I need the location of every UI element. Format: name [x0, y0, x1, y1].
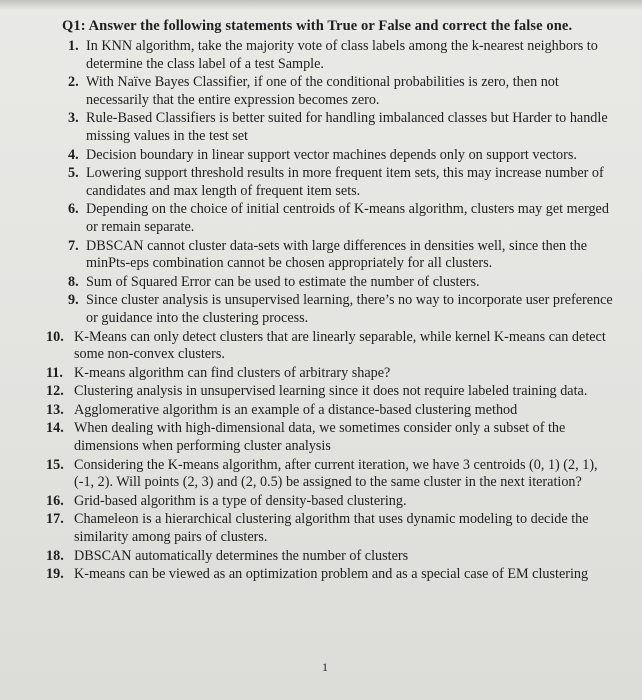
item-number: 14.	[46, 420, 64, 437]
question-title: Q1: Answer the following statements with True or False and correct the false one.	[62, 18, 573, 34]
item-text: Depending on the choice of initial centroids of K-means algorithm, clusters may get merged or remain separate.	[86, 201, 609, 235]
item-text: Since cluster analysis is unsupervised learning, there’s no way to incorporate user preference or guidance into the clustering process.	[86, 292, 613, 326]
item-text: In KNN algorithm, take the majority vote of class labels among the k-nearest neighbors to determine the class label of a test Sample.	[86, 38, 598, 72]
item-number: 19.	[46, 566, 64, 583]
item-number: 9.	[68, 292, 79, 309]
item-number: 16.	[46, 492, 64, 509]
item-text: DBSCAN cannot cluster data-sets with large differences in densities well, since then the minPts-eps combination cannot be chosen appropriately for all clusters.	[86, 237, 588, 272]
item-number: 7.	[68, 237, 79, 254]
item-text: Clustering analysis in unsupervised learning since it does not require labeled training data.	[74, 383, 588, 400]
item-text: Considering the K-means algorithm, after current iteration, we have 3 centroids (0, 1) (2, 1), (-1, 2). Will points (2, 3) and (2, 0.5) be assigned to the same cluster in the next iteration?	[74, 456, 598, 491]
item-text: DBSCAN automatically determines the number of clusters	[74, 547, 409, 564]
list-item	[46, 110, 616, 145]
item-number: 10.	[46, 328, 64, 345]
item-number: 5.	[68, 165, 79, 182]
list-item	[46, 238, 616, 273]
list-item	[46, 38, 616, 73]
page-edge-shadow	[0, 0, 642, 10]
item-text: Lowering support threshold results in more frequent item sets, this may increase number of candidates and max length of frequent item sets.	[86, 165, 604, 199]
list-item	[46, 420, 616, 455]
item-text: Grid-based algorithm is a type of density-based clustering.	[74, 492, 407, 509]
item-text: Chameleon is a hierarchical clustering algorithm that uses dynamic modeling to decide the similarity among pairs of clusters.	[74, 511, 589, 546]
list-item	[46, 292, 616, 327]
list-item	[46, 566, 616, 584]
list-item	[46, 201, 616, 236]
list-item	[46, 165, 616, 200]
item-text: K-means algorithm can find clusters of arbitrary shape?	[74, 364, 391, 381]
item-number: 6.	[68, 201, 79, 218]
list-item	[46, 74, 616, 109]
item-number: 15.	[46, 456, 64, 473]
item-number: 3.	[68, 110, 79, 127]
item-text: Sum of Squared Error can be used to estimate the number of clusters.	[86, 273, 480, 290]
item-text: Decision boundary in linear support vector machines depends only on support vectors.	[86, 146, 577, 163]
statement-list	[46, 38, 616, 585]
item-text: Rule-Based Classifiers is better suited for handling imbalanced classes but Harder to handle missing values in the test set	[86, 110, 608, 144]
item-number: 1.	[68, 38, 79, 54]
item-text: With Naïve Bayes Classifier, if one of the conditional probabilities is zero, then not necessarily that the entire expression becomes zero.	[86, 74, 559, 108]
list-item	[46, 548, 616, 566]
list-item	[46, 365, 616, 383]
list-item	[46, 383, 616, 401]
item-number: 17.	[46, 511, 64, 528]
item-number: 12.	[46, 383, 64, 400]
page-number: 1	[322, 660, 328, 674]
item-number: 18.	[46, 547, 64, 564]
list-item	[46, 329, 616, 364]
list-item	[46, 511, 616, 546]
item-number: 11.	[46, 364, 63, 381]
list-item	[46, 457, 616, 492]
list-item	[46, 274, 616, 292]
item-number: 4.	[68, 146, 79, 163]
item-text: When dealing with high-dimensional data, we sometimes consider only a subset of the dimensions when performing cluster analysis	[74, 420, 566, 455]
list-item	[46, 493, 616, 511]
item-text: Agglomerative algorithm is an example of a distance-based clustering method	[74, 401, 518, 418]
list-item	[46, 147, 616, 165]
list-item	[46, 402, 616, 420]
item-text: K-means can be viewed as an optimization problem and as a special case of EM clustering	[74, 566, 589, 583]
item-number: 2.	[68, 74, 79, 91]
item-text: K-Means can only detect clusters that are linearly separable, while kernel K-means can detect some non-convex clusters.	[74, 328, 606, 363]
item-number: 13.	[46, 401, 64, 418]
item-number: 8.	[68, 273, 79, 290]
